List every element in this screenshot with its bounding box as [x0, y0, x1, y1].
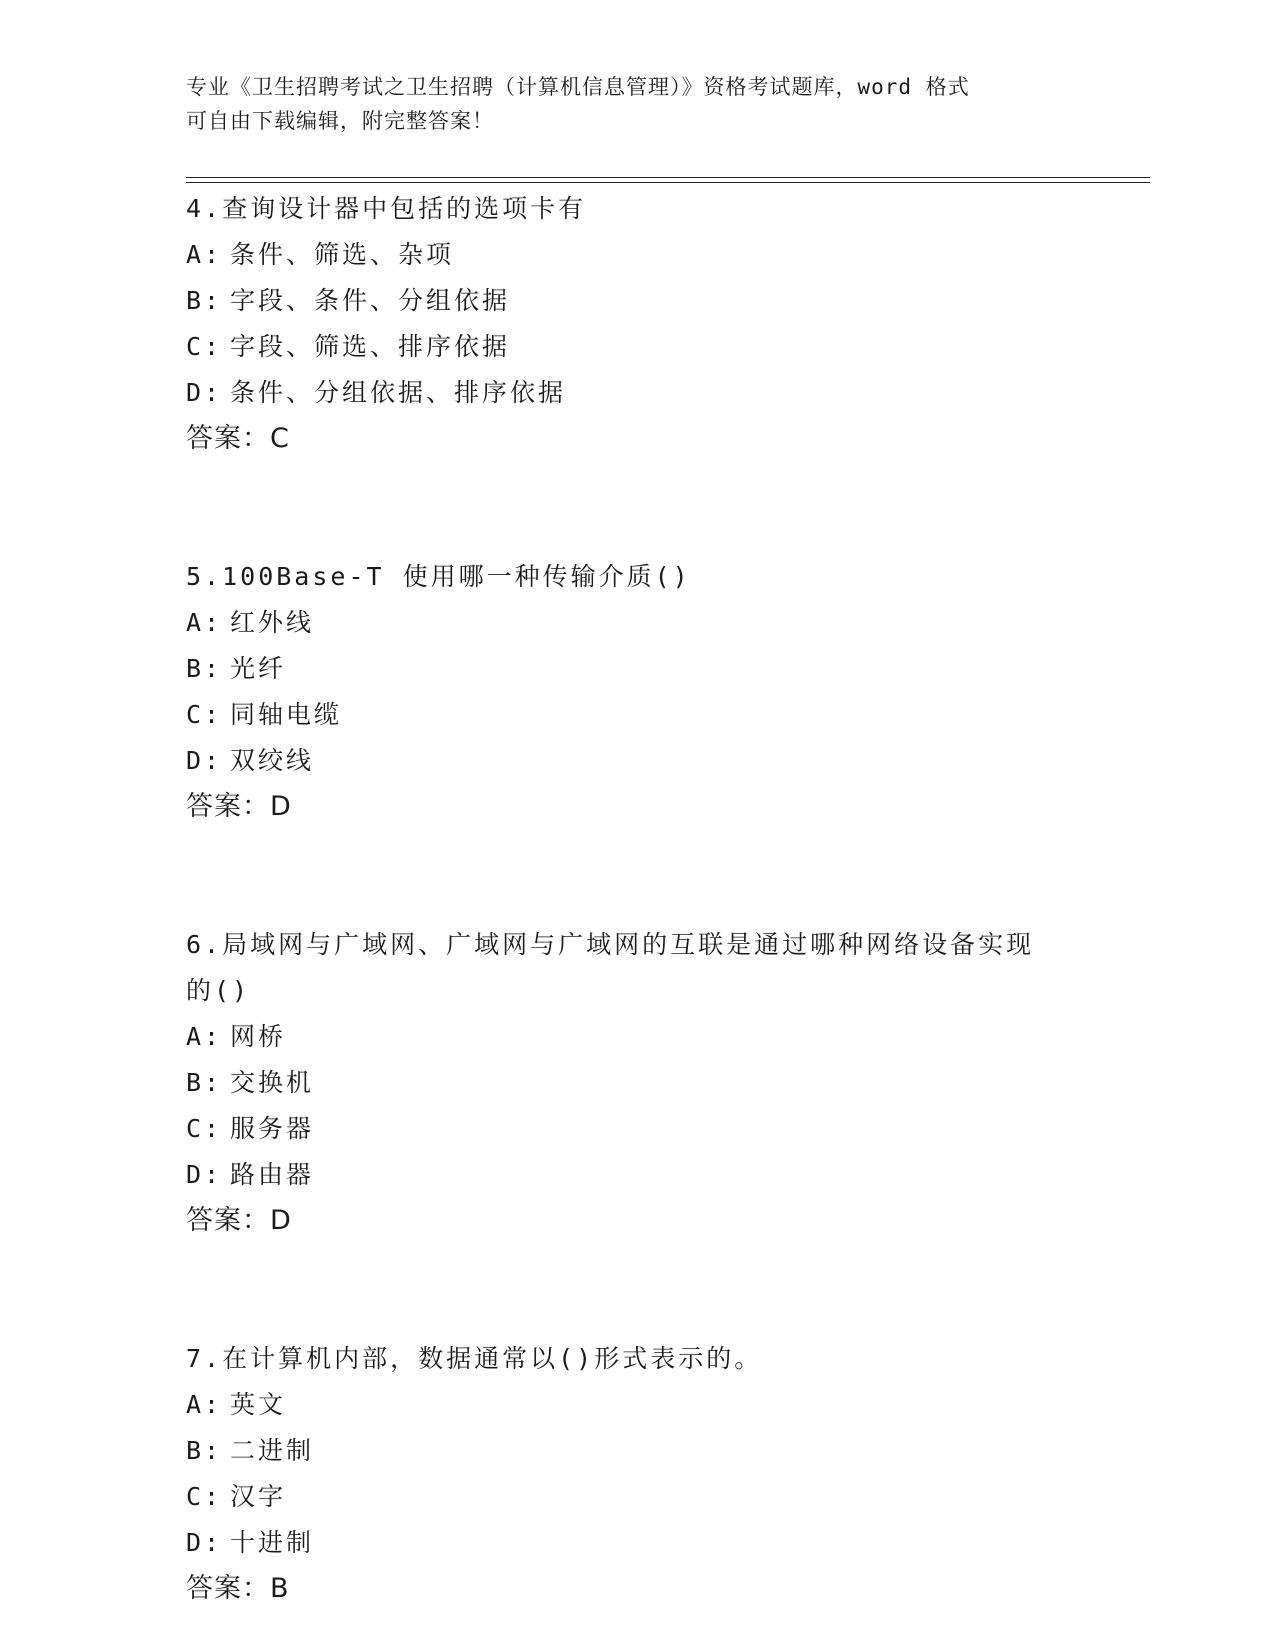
option-letter: C:: [186, 332, 223, 361]
option-text: 路由器: [230, 1160, 315, 1189]
question-item: [186, 186, 1066, 462]
option-d: [186, 1520, 1066, 1566]
option-b: [186, 1428, 1066, 1474]
option-text: 光纤: [230, 654, 287, 683]
option-d: [186, 370, 1066, 416]
option-text: 条件、筛选、杂项: [230, 240, 455, 269]
option-text: 字段、筛选、排序依据: [230, 332, 511, 361]
option-letter: B:: [186, 1068, 223, 1097]
question-title: 6.局域网与广域网、广域网与广域网的互联是通过哪种网络设备实现: [186, 930, 1035, 959]
header-divider-top: [186, 177, 1150, 178]
question-item: [186, 1336, 1066, 1612]
answer-line: 答案：D: [186, 791, 292, 822]
option-text: 英文: [230, 1390, 287, 1419]
option-letter: C:: [186, 700, 223, 729]
option-letter: B:: [186, 654, 223, 683]
question-title: 7.在计算机内部，数据通常以()形式表示的。: [186, 1344, 763, 1373]
header-divider-bottom: [186, 182, 1150, 183]
option-c: [186, 1106, 1066, 1152]
option-text: 十进制: [230, 1528, 315, 1557]
question-spacer: [186, 462, 1066, 554]
answer-line: 答案：D: [186, 1205, 292, 1236]
option-letter: A:: [186, 240, 223, 269]
option-b: [186, 646, 1066, 692]
option-d: [186, 1152, 1066, 1198]
question-title-continuation: 的(): [186, 976, 251, 1005]
header-line-2: 可自由下载编辑，附完整答案！: [186, 109, 494, 133]
option-letter: D:: [186, 1528, 223, 1557]
header-line-1: 专业《卫生招聘考试之卫生招聘（计算机信息管理）》资格考试题库，word 格式: [186, 75, 970, 99]
option-c: [186, 692, 1066, 738]
option-c: [186, 1474, 1066, 1520]
option-text: 双绞线: [230, 746, 315, 775]
option-b: [186, 1060, 1066, 1106]
option-letter: D:: [186, 746, 223, 775]
option-letter: D:: [186, 378, 223, 407]
option-a: [186, 1014, 1066, 1060]
option-text: 交换机: [230, 1068, 315, 1097]
option-letter: C:: [186, 1114, 223, 1143]
answer-line: 答案：B: [186, 1573, 290, 1604]
question-title: 4.查询设计器中包括的选项卡有: [186, 194, 587, 223]
option-letter: A:: [186, 608, 223, 637]
option-a: [186, 600, 1066, 646]
question-spacer: [186, 1244, 1066, 1336]
option-text: 服务器: [230, 1114, 315, 1143]
option-text: 条件、分组依据、排序依据: [230, 378, 567, 407]
option-text: 汉字: [230, 1482, 287, 1511]
question-spacer: [186, 830, 1066, 922]
answer-line: 答案：C: [186, 423, 290, 454]
option-text: 二进制: [230, 1436, 315, 1465]
option-letter: B:: [186, 286, 223, 315]
option-c: [186, 324, 1066, 370]
option-a: [186, 232, 1066, 278]
option-d: [186, 738, 1066, 784]
option-letter: B:: [186, 1436, 223, 1465]
option-letter: D:: [186, 1160, 223, 1189]
option-text: 同轴电缆: [230, 700, 343, 729]
option-letter: A:: [186, 1390, 223, 1419]
question-list: [186, 186, 1066, 1612]
option-b: [186, 278, 1066, 324]
question-title: 5.100Base-T 使用哪一种传输介质(): [186, 562, 691, 591]
option-letter: A:: [186, 1022, 223, 1051]
option-text: 网桥: [230, 1022, 287, 1051]
question-item: [186, 922, 1066, 1244]
option-a: [186, 1382, 1066, 1428]
document-header: [186, 70, 1086, 138]
option-text: 红外线: [230, 608, 315, 637]
question-item: [186, 554, 1066, 830]
option-text: 字段、条件、分组依据: [230, 286, 511, 315]
option-letter: C:: [186, 1482, 223, 1511]
